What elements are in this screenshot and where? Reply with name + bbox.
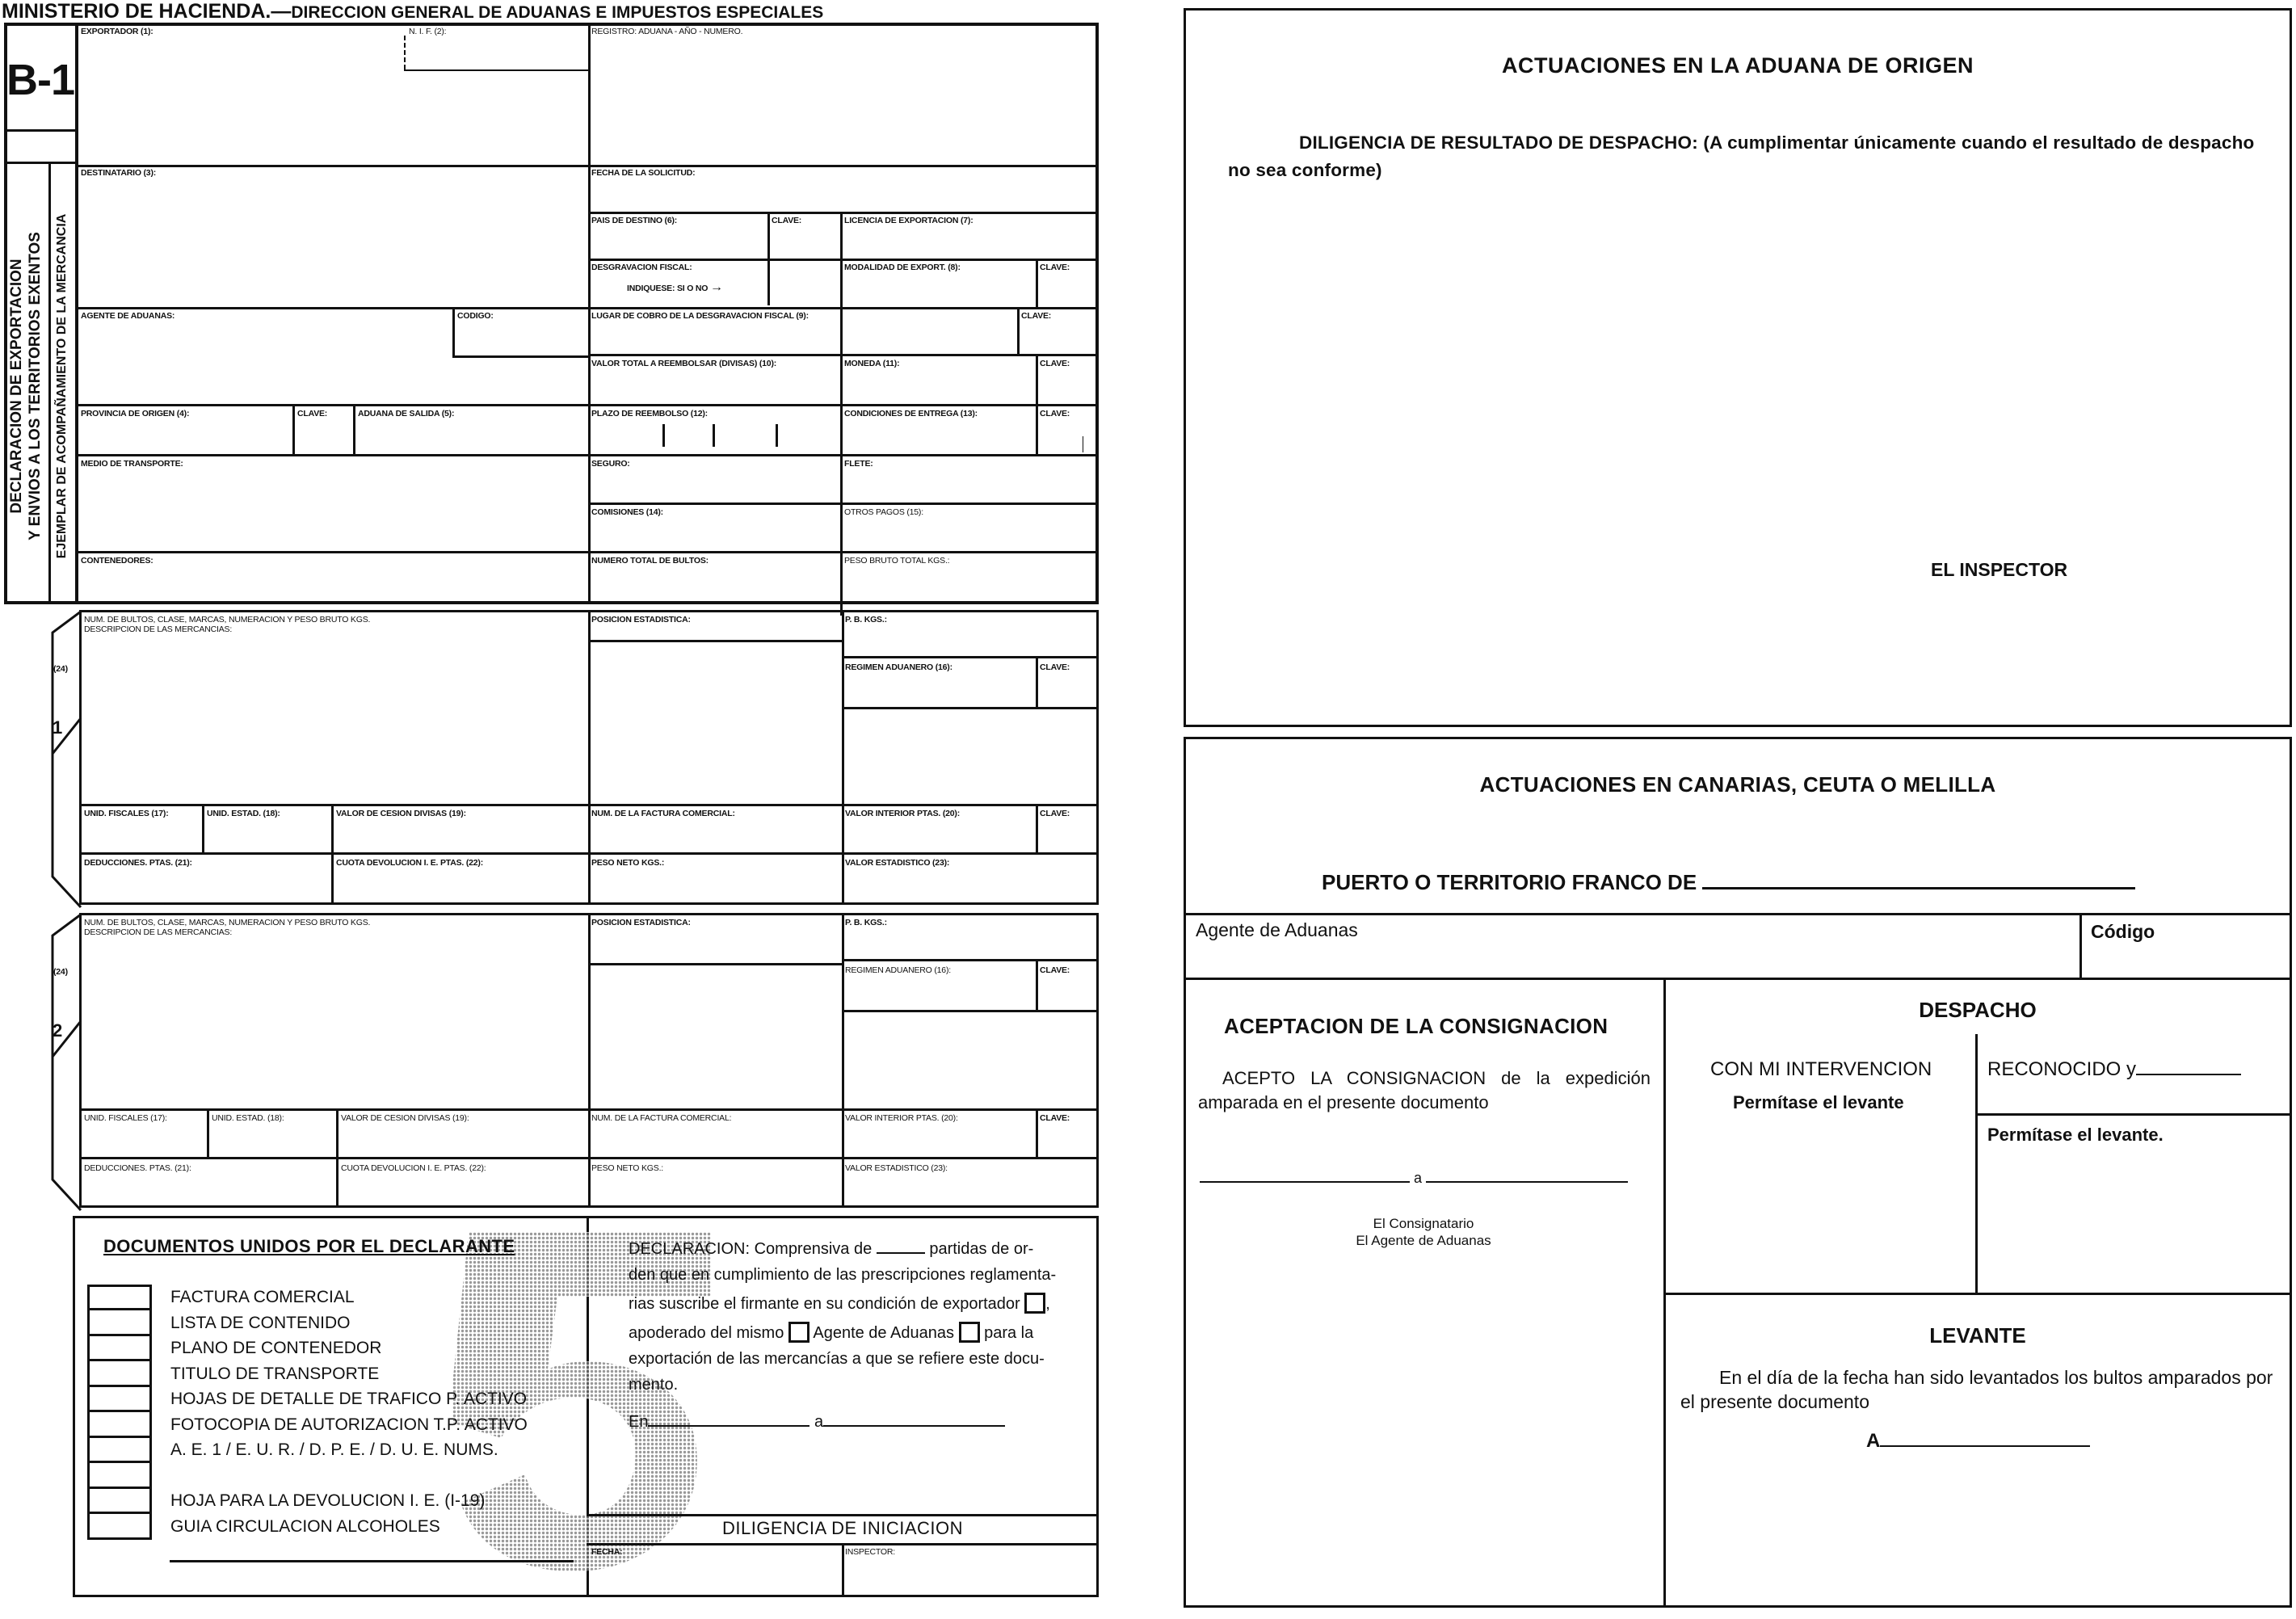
documento-checkbox[interactable] <box>87 1335 152 1361</box>
item2-unid-estad: UNID. ESTAD. (18): <box>212 1113 284 1123</box>
direction-name: DIRECCION GENERAL DE ADUANAS E IMPUESTOS ESPECIALES <box>291 3 824 22</box>
page-header <box>2 0 823 23</box>
item2-valor-cesion: VALOR DE CESION DIVISAS (19): <box>341 1113 469 1123</box>
field-clave-pais: CLAVE: <box>772 216 802 225</box>
form-code: B-1 <box>6 56 75 104</box>
documento-checkbox[interactable] <box>87 1412 152 1438</box>
levante-a-line: A <box>1866 1430 2090 1453</box>
item1-unid-fiscales: UNID. FISCALES (17): <box>84 809 169 818</box>
field-clave-lugar: CLAVE: <box>1021 311 1052 321</box>
side-title-line3: EJEMPLAR DE ACOMPAÑAMIENTO DE LA MERCANCIA <box>55 213 69 559</box>
item1-pb: P. B. KGS.: <box>845 615 887 624</box>
item2-regimen: REGIMEN ADUANERO (16): <box>845 965 951 975</box>
item1-clave-regimen: CLAVE: <box>1040 662 1070 672</box>
item1-deducciones: DEDUCCIONES. PTAS. (21): <box>84 858 192 868</box>
documento-checkbox[interactable] <box>87 1310 152 1336</box>
canarias-title: ACTUACIONES EN CANARIAS, CEUTA O MELILLA <box>1479 772 1996 797</box>
field-peso-bruto: PESO BRUTO TOTAL KGS.: <box>844 556 950 566</box>
item1-desc1: NUM. DE BULTOS, CLASE, MARCAS, NUMERACION Y PESO BRUTO KGS. <box>84 615 371 624</box>
aceptacion-text: ACEPTO LA CONSIGNACION de la expedición amparada en el presente documento <box>1198 1068 1651 1112</box>
documento-label: PLANO DE CONTENEDOR <box>170 1339 382 1357</box>
item1-regimen: REGIMEN ADUANERO (16): <box>845 662 952 672</box>
item2-unid-fiscales: UNID. FISCALES (17): <box>84 1113 167 1123</box>
field-contenedores: CONTENEDORES: <box>81 556 153 566</box>
field-numero-bultos: NUMERO TOTAL DE BULTOS: <box>591 556 709 566</box>
field-comisiones: COMISIONES (14): <box>591 507 663 517</box>
item2-number: 2 <box>53 1020 63 1041</box>
declaracion-a: a <box>814 1413 824 1431</box>
aceptacion-firmantes <box>1184 1215 1663 1249</box>
item1-valor-interior: VALOR INTERIOR PTAS. (20): <box>845 809 961 818</box>
diligencia-resultado-text: DILIGENCIA DE RESULTADO DE DESPACHO: (A cumplimentar únicamente cuando el resultado de despacho no sea conforme) <box>1228 132 2255 180</box>
item1-peso-neto: PESO NETO KGS.: <box>591 858 665 868</box>
item1-unid-estad: UNID. ESTAD. (18): <box>207 809 280 818</box>
item1-cuota: CUOTA DEVOLUCION I. E. PTAS. (22): <box>336 858 484 868</box>
origen-title: ACTUACIONES EN LA ADUANA DE ORIGEN <box>1501 53 1974 78</box>
item2-deducciones: DEDUCCIONES. PTAS. (21): <box>84 1163 191 1173</box>
levante-text: En el día de la fecha han sido levantados los bultos amparados por el presente documento <box>1680 1367 2273 1412</box>
consignatario-label: El Consignatario <box>1373 1216 1474 1231</box>
con-mi-intervencion: CON MI INTERVENCION <box>1710 1058 1932 1080</box>
checkbox-agente[interactable] <box>959 1322 980 1343</box>
field-plazo: PLAZO DE REEMBOLSO (12): <box>591 409 708 418</box>
documento-checkbox[interactable] <box>87 1514 152 1540</box>
documento-checkbox[interactable] <box>87 1285 152 1310</box>
field-aduana-salida: ADUANA DE SALIDA (5): <box>358 409 455 418</box>
despacho-title: DESPACHO <box>1919 998 2037 1022</box>
ministry-name: MINISTERIO DE HACIENDA.— <box>2 0 292 23</box>
field-fecha-solicitud: FECHA DE LA SOLICITUD: <box>591 168 696 178</box>
field-medio-transporte: MEDIO DE TRANSPORTE: <box>81 459 183 469</box>
field-clave-condiciones: CLAVE: <box>1040 409 1070 418</box>
origen-box <box>1184 8 2292 727</box>
puerto-franco: PUERTO O TERRITORIO FRANCO DE <box>1322 870 2135 895</box>
field-pais-destino: PAIS DE DESTINO (6): <box>591 216 678 225</box>
item1-number: 1 <box>53 717 63 738</box>
item1-num-factura: NUM. DE LA FACTURA COMERCIAL: <box>591 809 735 818</box>
canarias-codigo: Código <box>2091 921 2155 942</box>
field-indiquese: INDIQUESE: SI O NO → <box>627 280 723 294</box>
item2-tag: (24) <box>53 967 68 977</box>
canarias-agente-aduanas: Agente de Aduanas <box>1196 919 1358 940</box>
aceptacion-title: ACEPTACION DE LA CONSIGNACION <box>1224 1014 1608 1038</box>
permitase-levante-1: Permítase el levante <box>1733 1092 1904 1112</box>
documento-label: FACTURA COMERCIAL <box>170 1288 355 1306</box>
reconocido: RECONOCIDO y <box>1987 1058 2241 1081</box>
item2-clave-regimen: CLAVE: <box>1040 965 1070 975</box>
documento-label: HOJAS DE DETALLE DE TRAFICO P. ACTIVO <box>170 1390 528 1408</box>
documento-checkbox[interactable] <box>87 1361 152 1387</box>
field-codigo: CODIGO: <box>457 311 494 321</box>
field-modalidad: MODALIDAD DE EXPORT. (8): <box>844 263 961 272</box>
item1-valor-estadistico: VALOR ESTADISTICO (23): <box>845 858 950 868</box>
item2-desc2: DESCRIPCION DE LAS MERCANCIAS: <box>84 927 233 937</box>
field-flete: FLETE: <box>844 459 873 469</box>
documento-label: LISTA DE CONTENIDO <box>170 1313 351 1332</box>
item2-posicion: POSICION ESTADISTICA: <box>591 918 691 927</box>
item1-desc2: DESCRIPCION DE LAS MERCANCIAS: <box>84 624 233 634</box>
levante-title: LEVANTE <box>1929 1323 2026 1348</box>
item2-num-factura: NUM. DE LA FACTURA COMERCIAL: <box>591 1113 732 1123</box>
item2-clave: CLAVE: <box>1040 1113 1070 1123</box>
documento-label: TITULO DE TRANSPORTE <box>170 1364 380 1383</box>
documentos-title: DOCUMENTOS UNIDOS POR EL DECLARANTE <box>103 1236 515 1256</box>
agente-aduanas-label: El Agente de Aduanas <box>1356 1233 1491 1248</box>
field-otros-pagos: OTROS PAGOS (15): <box>844 507 923 517</box>
field-agente-aduanas: AGENTE DE ADUANAS: <box>81 311 175 321</box>
field-nif: N. I. F. (2): <box>409 27 447 36</box>
declaracion-en: En <box>629 1413 649 1431</box>
aceptacion-firma-line: a <box>1200 1170 1628 1187</box>
field-valor-total: VALOR TOTAL A REEMBOLSAR (DIVISAS) (10): <box>591 359 777 368</box>
documento-label: A. E. 1 / E. U. R. / D. P. E. / D. U. E. NUMS. <box>170 1440 498 1459</box>
field-clave-modalidad: CLAVE: <box>1040 263 1070 272</box>
documento-checkbox[interactable] <box>87 1488 152 1514</box>
item2-valor-estadistico: VALOR ESTADISTICO (23): <box>845 1163 948 1173</box>
diligencia-iniciacion-title: DILIGENCIA DE INICIACION <box>721 1518 964 1538</box>
documento-label: GUIA CIRCULACION ALCOHOLES <box>170 1516 440 1536</box>
diligencia-inspector: INSPECTOR: <box>845 1547 895 1557</box>
field-desgravacion: DESGRAVACION FISCAL: <box>591 263 692 272</box>
checkbox-apoderado[interactable] <box>788 1322 809 1343</box>
documento-label: HOJA PARA LA DEVOLUCION I. E. (I-19) <box>170 1491 486 1510</box>
item2-pb: P. B. KGS.: <box>845 918 887 927</box>
item1-tag: (24) <box>53 664 68 674</box>
checkbox-exportador[interactable] <box>1024 1293 1045 1314</box>
field-seguro: SEGURO: <box>591 459 630 469</box>
item1-posicion: POSICION ESTADISTICA: <box>591 615 691 624</box>
documento-checkbox[interactable] <box>87 1437 152 1463</box>
field-provincia: PROVINCIA DE ORIGEN (4): <box>81 409 190 418</box>
side-title-line2: Y ENVIOS A LOS TERRITORIOS EXENTOS <box>27 232 44 540</box>
documento-checkbox[interactable] <box>87 1463 152 1489</box>
field-destinatario: DESTINATARIO (3): <box>81 168 157 178</box>
field-lugar-cobro: LUGAR DE COBRO DE LA DESGRAVACION FISCAL (9): <box>591 311 809 321</box>
field-licencia: LICENCIA DE EXPORTACION (7): <box>844 216 973 225</box>
item1-valor-cesion: VALOR DE CESION DIVISAS (19): <box>336 809 466 818</box>
diligencia-fecha: FECHA: <box>591 1547 623 1557</box>
item2-desc1: NUM. DE BULTOS, CLASE, MARCAS, NUMERACION Y PESO BRUTO KGS. <box>84 918 371 927</box>
declaracion-text: DECLARACION: Comprensiva de partidas de or- den que en cumplimiento de las prescripciones reglamenta- rias suscribe el firmante en su condición de exportador , apoderado del mismo Agente de Aduanas para la exportación de las mercancías a que se refiere este docu- mento. En a <box>629 1240 1057 1431</box>
documento-checkbox[interactable] <box>87 1386 152 1412</box>
field-condiciones: CONDICIONES DE ENTREGA (13): <box>844 409 978 418</box>
field-clave-moneda: CLAVE: <box>1040 359 1070 368</box>
field-clave-provincia: CLAVE: <box>297 409 328 418</box>
origen-inspector: EL INSPECTOR <box>1931 559 2068 580</box>
item1-clave: CLAVE: <box>1040 809 1070 818</box>
field-moneda: MONEDA (11): <box>844 359 900 368</box>
item2-valor-interior: VALOR INTERIOR PTAS. (20): <box>845 1113 958 1123</box>
field-exportador: EXPORTADOR (1): <box>81 27 153 36</box>
permitase-levante-2: Permítase el levante. <box>1987 1125 2164 1145</box>
item2-peso-neto: PESO NETO KGS.: <box>591 1163 663 1173</box>
documento-label: FOTOCOPIA DE AUTORIZACION T.P. ACTIVO <box>170 1415 528 1434</box>
field-registro: REGISTRO: ADUANA - AÑO - NUMERO. <box>591 27 743 36</box>
side-title-line1: DECLARACION DE EXPORTACION <box>8 259 25 514</box>
item2-cuota: CUOTA DEVOLUCION I. E. PTAS. (22): <box>341 1163 486 1173</box>
